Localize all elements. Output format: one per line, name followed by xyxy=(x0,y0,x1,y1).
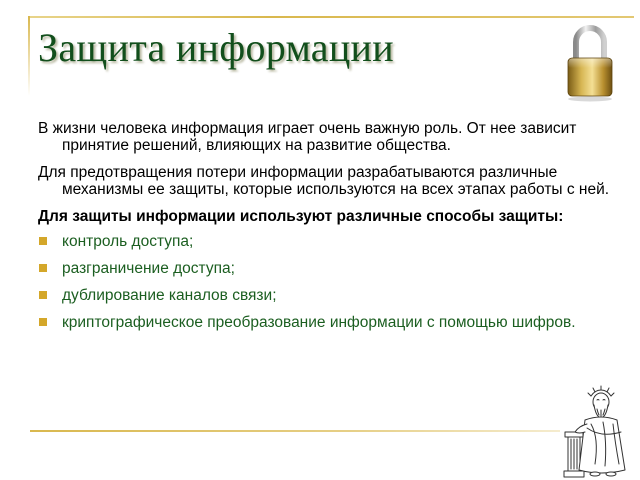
list-item-text: дублирование каналов связи; xyxy=(62,287,277,304)
padlock-icon xyxy=(562,22,618,102)
bullet-marker xyxy=(39,237,47,245)
list-item-text: криптографическое преобразование информации с помощью шифров. xyxy=(62,314,576,331)
bullet-marker xyxy=(39,318,47,326)
paragraph-1: В жизни человека информация играет очень важную роль. От нее зависит принятие решений, влияющих на развитие общества. xyxy=(38,120,577,154)
list-item xyxy=(38,233,610,250)
top-divider xyxy=(28,16,634,18)
bold-intro: Для защиты информации используют различные способы защиты: xyxy=(38,208,564,225)
list-item-text: разграничение доступа; xyxy=(62,260,235,277)
left-divider xyxy=(28,16,30,96)
list-item xyxy=(38,287,610,304)
bullet-marker xyxy=(39,264,47,272)
methods-list xyxy=(38,233,610,331)
paragraph-2: Для предотвращения потери информации разрабатываются различные механизмы ее защиты, которые используются на всех этапах работы с ней. xyxy=(38,164,610,198)
slide-title: Защита информации xyxy=(38,25,394,70)
slide-body xyxy=(38,120,610,341)
ancient-figure-clipart xyxy=(555,380,635,480)
list-item xyxy=(38,260,610,277)
bottom-divider xyxy=(30,430,560,432)
list-item xyxy=(38,314,610,331)
bullet-marker xyxy=(39,291,47,299)
list-item-text: контроль доступа; xyxy=(62,233,194,250)
